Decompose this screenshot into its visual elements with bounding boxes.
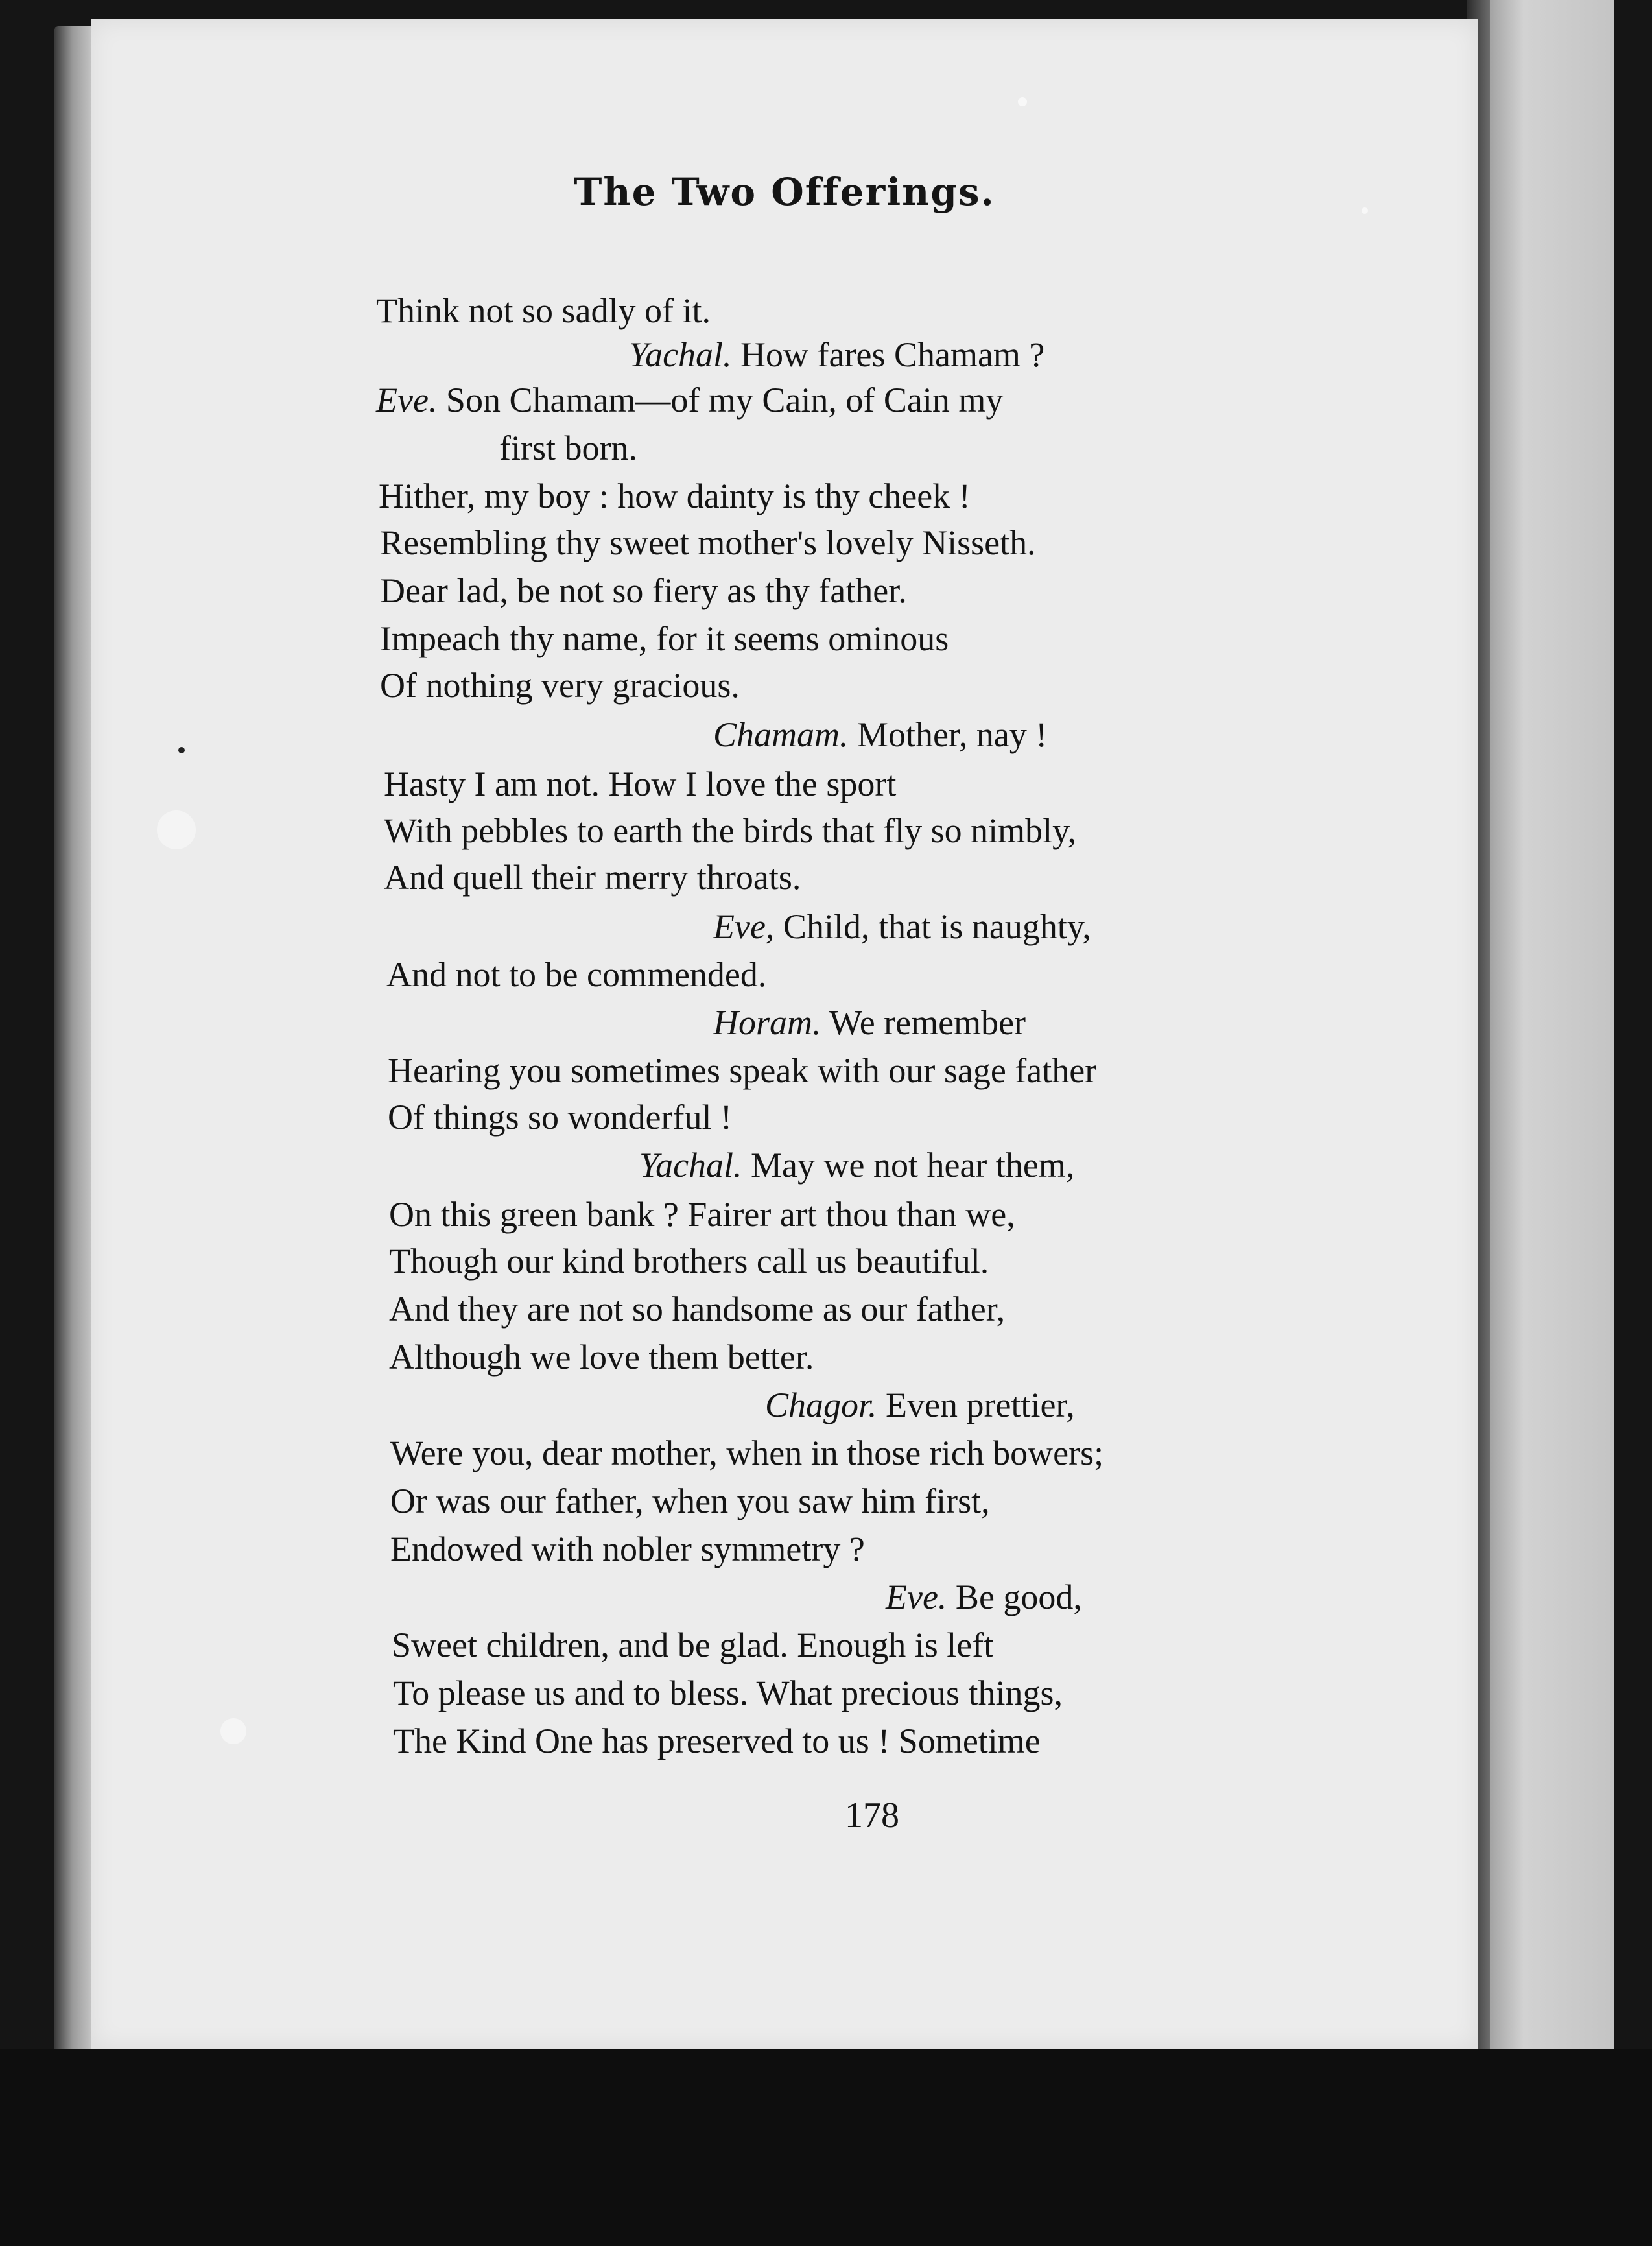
verse-line: Dear lad, be not so fiery as thy father.: [380, 571, 907, 610]
verse-line: Chamam. Mother, nay !: [713, 715, 1048, 754]
verse-line: Though our kind brothers call us beautiful.: [389, 1242, 989, 1281]
paper-speck: [1018, 97, 1027, 106]
verse-line: Eve. Be good,: [886, 1578, 1082, 1616]
verse-line: Yachal. May we not hear them,: [639, 1146, 1075, 1185]
verse-line: Were you, dear mother, when in those rich bowers;: [390, 1434, 1104, 1472]
speaker-name: Eve.: [376, 381, 438, 420]
verse-line: And they are not so handsome as our father,: [389, 1290, 1006, 1329]
speaker-name: Horam.: [713, 1003, 821, 1042]
verse-line: The Kind One has preserved to us ! Sometime: [393, 1721, 1041, 1760]
speaker-name: Yachal.: [639, 1146, 742, 1185]
speaker-name: Eve.: [886, 1578, 947, 1616]
verse-line: Endowed with nobler symmetry ?: [390, 1530, 865, 1568]
verse-line: Impeach thy name, for it seems ominous: [380, 619, 949, 658]
verse-line: With pebbles to earth the birds that fly so nimbly,: [384, 811, 1077, 850]
verse-line: Of nothing very gracious.: [380, 666, 740, 705]
paper-speck: [1362, 207, 1368, 214]
verse-line: Eve. Son Chamam—of my Cain, of Cain my: [376, 381, 1004, 420]
verse-line: Hither, my boy : how dainty is thy cheek !: [379, 477, 971, 515]
verse-line: Although we love them better.: [389, 1338, 814, 1377]
scan-bottom-margin: [0, 2049, 1652, 2246]
verse-line: Hearing you sometimes speak with our sage father: [388, 1051, 1097, 1090]
paper-speck: [220, 1718, 246, 1744]
book-page: [91, 19, 1478, 2049]
verse-line: To please us and to bless. What precious things,: [393, 1673, 1063, 1712]
speaker-name: Yachal.: [629, 335, 732, 374]
verse-line: And not to be commended.: [386, 955, 767, 994]
verse-line: And quell their merry throats.: [384, 858, 801, 897]
verse-line: Yachal. How fares Chamam ?: [629, 335, 1045, 374]
verse-line: Sweet children, and be glad. Enough is left: [392, 1625, 994, 1664]
verse-line: Think not so sadly of it.: [376, 291, 711, 330]
speaker-name: Chamam.: [713, 715, 849, 754]
verse-line: Resembling thy sweet mother's lovely Nisseth.: [380, 523, 1036, 562]
verse-line: first born.: [499, 429, 637, 467]
running-head: The Two Offerings.: [574, 170, 995, 214]
ink-dot: [178, 747, 185, 753]
verse-line: On this green bank ? Fairer art thou than we,: [389, 1195, 1015, 1234]
verse-line: Chagor. Even prettier,: [765, 1386, 1075, 1424]
verse-line: Eve, Child, that is naughty,: [713, 907, 1091, 946]
verse-line: Of things so wonderful !: [388, 1098, 732, 1137]
verse-line: Hasty I am not. How I love the sport: [384, 764, 897, 803]
speaker-name: Eve,: [713, 907, 775, 946]
verse-line: Or was our father, when you saw him first,: [390, 1482, 990, 1520]
paper-speck: [157, 810, 196, 849]
speaker-name: Chagor.: [765, 1386, 877, 1424]
page-number: 178: [845, 1795, 899, 1836]
verse-line: Horam. We remember: [713, 1003, 1026, 1042]
